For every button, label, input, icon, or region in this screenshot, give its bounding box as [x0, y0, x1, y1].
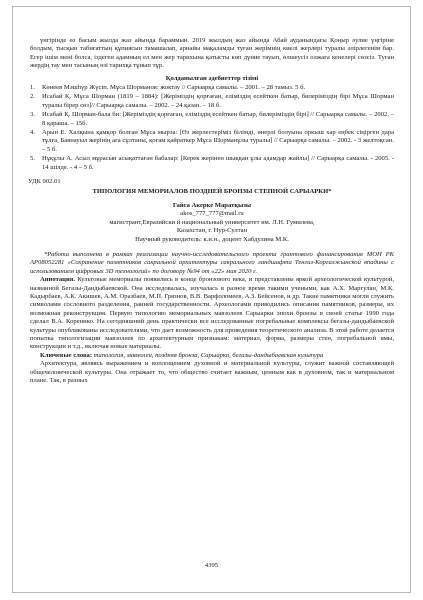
intro-paragraph: үнгірінде өз басым жылда жаз айында бараммын. 2019 жылдың жаз айында Абай ауданындағы Қоңыр әулие үңгіріне болдым, тысқын табиғаттың құпиясын тамашалап, арнайы мақаламды туған жерімнің киелі жерлері туралы әлірлегенім бар. Егер ішім мені болса, іздеген адамның ел мен жер тарихына қатысты көп дүние тауып, өлшеусіз олжаға кенелері сөзсіз. Туған жердің тау мен тасының өзі тарихқа тұнып тұр.: [30, 37, 394, 70]
reference-number: 5.: [30, 155, 35, 163]
author-name: Гайса Акерке Маратқызы: [172, 201, 252, 209]
reference-text: Көнеев Мәшһүр Жүсіп. Мұса Шорманов: жоктау // Сарыарқа самалы. – 2001. – 28 тамыз. 5 б.: [42, 84, 306, 92]
udk-code: УДК 902.01: [28, 178, 61, 186]
page-number: 4395: [204, 562, 219, 569]
annotation-text: Культовые мемориалы появились в конце бронзового века, и представлены яркой археологической культурой, названной Бегазы-Дандыбаевской. Она исследовалась, изучалась в разное время такими учеными, как А.Х. Маргулан, М.К. Кадырбаев, А.К. Акишев, А.М. Оразбаев, М.П. Грязнов, В.В. Варфоломеев, А.З. Бейсенов, и др. Такие памятники могли служить символами сословного разделения, ранней государственности. Археологами приводились описания памятников, размеры, их возможная реконструкция. Первую типологию мемориальных мавзолеев Сарыарки эпохи бронзы в своей статье 1990 года сделал В.А. Коренико. На сегодняшний день практически все исследованные погребальные комплексы бегазы-дандыбаевской культуры опубликованы исследователями, что дает возможность для проведения теоретического анализа. В этой работе делается попытка типологизации мавзолеев по архитектурным признакам: материал, форма, размеры стен, погребальной ямы, конструкции и т.д., включая новые материалы.: [30, 276, 394, 351]
reference-item: [30, 155, 394, 172]
reference-text: Нұқұлы А. Асыл мұрасын асықаттаған бабалар: [Керек жерінен шыққан ұлы адамдар жайлы] // Сарыарқа самалы. - 2005. - 14 шілде. - 4 – 5 б.: [42, 155, 394, 171]
reference-number: 1.: [30, 84, 35, 92]
author-affiliation: магистрант,Евразийски й национальный университет им. Л.Н. Гумилева,: [109, 218, 315, 226]
reference-item: [30, 84, 394, 92]
keywords-text: типология, мавзолеи, поздняя бронза, Сарыарка, бегазы-дандыбаевская культура: [92, 351, 324, 359]
reference-item: [30, 93, 394, 110]
reference-text: Исабай Қ. Мұса Шорман (1819 – 1884): [Жеріміздің қорғаған, еліміздің есейткен батыр, билеріміздің бірі Мұса Шорман туралы бірер сөз]// Сарыарқа самалы. – 2002. – 24 қазан. – 18 б.: [42, 93, 394, 109]
keywords-paragraph: [30, 352, 394, 360]
reference-item: [30, 129, 394, 154]
author-location: Казахстан, г. Нур-Султан: [176, 227, 248, 235]
references-heading: Қолданылған әдебиеттер тізімі: [165, 74, 259, 82]
grant-footnote: *Работа выполнена в рамках реализации научно-исследовательского проекта грантового финансирования МОН РК АР08052281 «Сохранение памятников сакральной архитектуры сакрального ландшафта Тенгиз-Коргалжынской впадины с использованием цифровых 3D технологий» по договору №94 от «22» мая 2020 г.: [30, 250, 394, 275]
annotation-paragraph: [30, 276, 394, 352]
reference-text: Исабай Қ. Шорман-бала би: [Жеріміздің қорғаған, еліміздің есейткен батыр, билеріміздің бірі] // Сарыарқа самалы. – 2002. – 8 қараша. – 15б.: [42, 111, 394, 127]
reference-item: [30, 111, 394, 128]
reference-number: 3.: [30, 111, 35, 119]
document-page: [30, 37, 394, 385]
body-paragraph: Архитектура, являясь выражением и воплощением духовной и материальной культуры, служит важной составляющей общечеловеческой культуры. Она отражает то, что общество считает важным, ценным как в духовном, так и материальном плане. Так, в разных: [30, 360, 394, 385]
supervisor-line: Научный руководитель: к.и.н., доцент Хабдулина М.К.: [135, 235, 289, 243]
keywords-label: Ключевые слова:: [40, 351, 93, 359]
annotation-label: Аннотация.: [40, 276, 76, 284]
article-title: ТИПОЛОГИЯ МЕМОРИАЛОВ ПОЗДНЕЙ БРОНЗЫ СТЕПНОЙ САРЫАРКИ*: [92, 187, 332, 195]
author-email: akos_777_777@mail.ru: [180, 210, 244, 218]
reference-number: 2.: [30, 93, 35, 101]
reference-number: 4.: [30, 129, 35, 137]
reference-text: Арын Е. Халқына қамқор болған Мұса мырза: [Өз жерлестеріміз білімді, өнерлі болуына оркыш хар еңбек сіңірген дара тұлға, Баянауыл жерінің аға сұлтаны, қоғам қайраткер Мұса Шорманұлы туралы] // Сарыарқа самалы. – 2002. - 3 желтоқсан. – 5 б.: [42, 129, 394, 153]
